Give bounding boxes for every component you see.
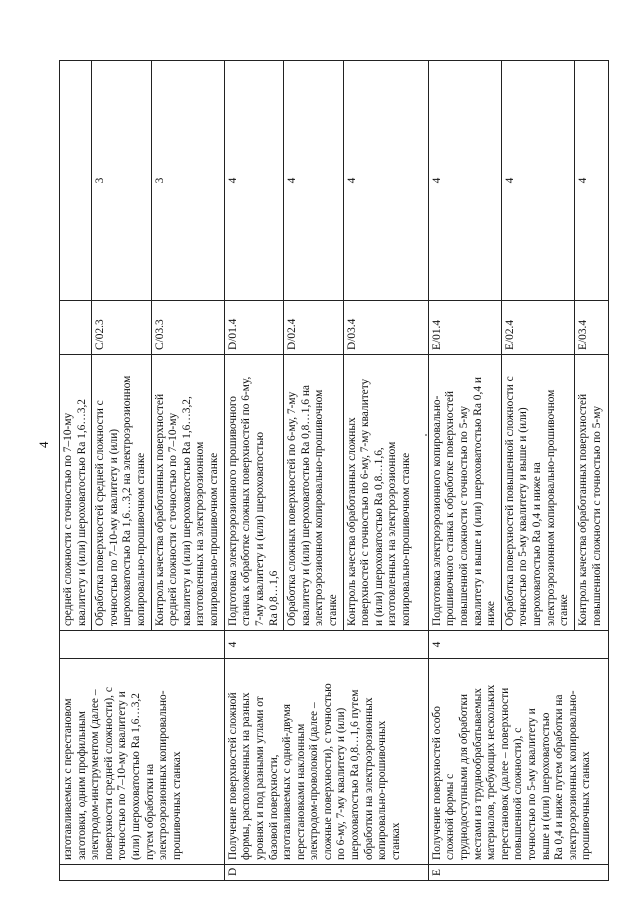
labor-function-code: C/03.3	[151, 301, 224, 355]
functions-table	[59, 60, 609, 881]
labor-function-name: Контроль качества обработанных поверхностей повышенной сложности с точностью по 5-му	[574, 355, 608, 631]
labor-function-name: Контроль качества обработанных поверхностей средней сложности с точностью по 7–10-му квалитету и (или) шероховатостью Ra 1,6…3,2, изготовленных на электроэрозионном копировально-прошивочном станке	[151, 355, 224, 631]
labor-function-name: Контроль качества обработанных сложных поверхностей с точностью по 6-му, 7-му квалитету и (или) шероховатостью Ra 0,8…1,6, изготовленных на электроэрозионном копировально-прошивочном станке	[343, 355, 428, 631]
labor-function-code: D/03.4	[343, 301, 428, 355]
labor-function-name: Подготовка электроэрозионного прошивочного станка к обработке сложных поверхностей по 6-му, 7-му квалитету и (или) шероховатостью Ra 0,8…1,6	[224, 355, 283, 631]
level-code-cell	[60, 865, 225, 881]
labor-function-code: D/01.4	[224, 301, 283, 355]
labor-function-name: Обработка поверхностей повышенной сложности с точностью по 5-му квалитету и выше и (или) шероховатостью Ra 0,4 и ниже на электроэрозионном копировально-прошивочном станке	[501, 355, 574, 631]
table-row	[224, 61, 283, 881]
sublevel-qualification: 3	[92, 61, 151, 301]
level-code-cell: E	[428, 865, 608, 881]
qualification-level: 4	[428, 631, 608, 659]
generalized-function-description: Получение поверхностей особо сложной формы с труднодоступными для обработки местами из труднообрабатываемых материалов, требующих нескольких перестановок (далее – поверхности повышенной сложности), с точностью по 5-му квалитету и выше и (или) шероховатостью Ra 0,4 и ниже путем обработки на электроэрозионных копировально- прошивочных станках	[428, 659, 608, 865]
labor-function-code: C/02.3	[92, 301, 151, 355]
table-row	[60, 61, 92, 881]
labor-function-name: средней сложности с точностью по 7–10-му квалитету и (или) шероховатостью Ra 1,6…3,2	[60, 355, 92, 631]
scan-speck	[425, 434, 427, 436]
sublevel-qualification: 4	[343, 61, 428, 301]
level-code-cell: D	[224, 865, 428, 881]
qualification-level: 4	[224, 631, 428, 659]
generalized-function-description: изготавливаемых с перестановом заготовки, одним профильным электродом-инструментом (далее – поверхности средней сложности), с точностью по 7–10-му квалитету и (или) шероховатостью Ra 1,6…3,2 путем обработки на электроэрозионных копировально- прошивочных станках	[60, 659, 225, 865]
sublevel-qualification: 4	[501, 61, 574, 301]
labor-function-name: Обработка сложных поверхностей по 6-му, 7-му квалитету и (или) шероховатостью Ra 0,8…1,6 на электроэрозионном копировально-прошивочном станке	[284, 355, 343, 631]
sublevel-qualification: 4	[284, 61, 343, 301]
generalized-function-description: Получение поверхностей сложной формы, расположенных на разных уровнях и под разными углами от базовой поверхности, изготавливаемых с одной-двумя перестановками наклонным электродом-проволокой (далее – сложные поверхности), с точностью по 6-му, 7-му квалитету и (или) шероховатостью Ra 0,8…1,6 путем обработки на электроэрозионных копировально-прошивочных станках	[224, 659, 428, 865]
sublevel-qualification: 4	[574, 61, 608, 301]
labor-function-code: E/02.4	[501, 301, 574, 355]
sublevel-qualification: 4	[428, 61, 501, 301]
qualification-level	[60, 631, 225, 659]
labor-function-code: D/02.4	[284, 301, 343, 355]
table-row	[428, 61, 501, 881]
labor-function-code: E/01.4	[428, 301, 501, 355]
labor-function-name: Подготовка электроэрозионного копировально- прошивочного станка к обработке поверхностей повышенной сложности с точностью по 5-му квалитету и выше и (или) шероховатостью Ra 0,4 и ниже	[428, 355, 501, 631]
labor-function-name: Обработка поверхностей средней сложности с точностью по 7–10-му квалитету и (или) шероховатостью Ra 1,6…3,2 на электроэрозионном копировально-прошивочном станке	[92, 355, 151, 631]
sublevel-qualification: 4	[224, 61, 283, 301]
rotated-page-content	[59, 61, 609, 881]
sublevel-qualification	[60, 61, 92, 301]
sublevel-qualification: 3	[151, 61, 224, 301]
page-number: 4	[36, 441, 51, 448]
labor-function-code: E/03.4	[574, 301, 608, 355]
labor-function-code	[60, 301, 92, 355]
